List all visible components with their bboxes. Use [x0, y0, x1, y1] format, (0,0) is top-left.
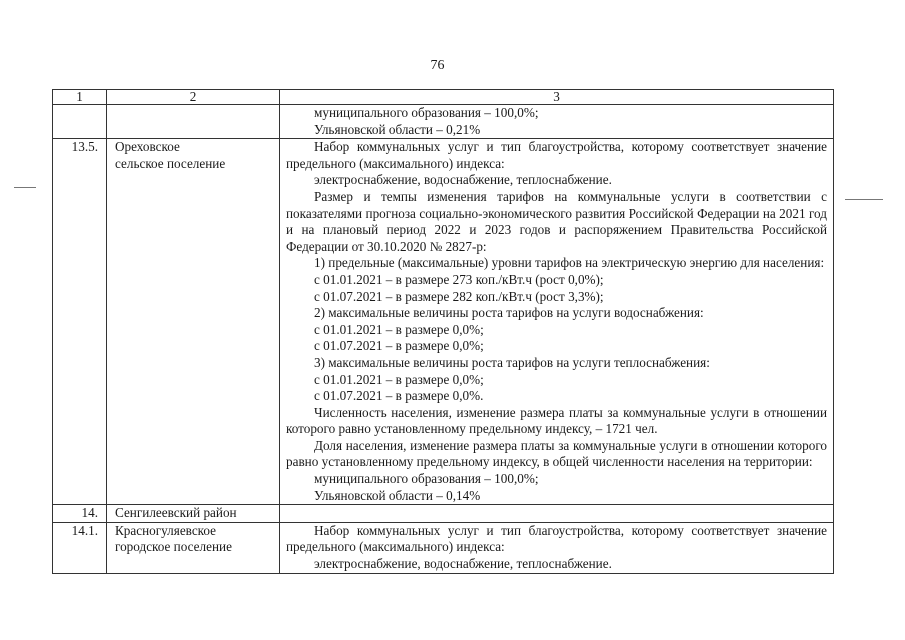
description-paragraph: с 01.01.2021 – в размере 273 коп./кВт.ч (рост 0,0%);: [314, 271, 604, 287]
table-row: [53, 105, 834, 139]
tariff-description: [280, 105, 834, 139]
table-row: [53, 505, 834, 523]
description-paragraph: электроснабжение, водоснабжение, теплоснабжение.: [314, 556, 612, 572]
row-number: 13.5.: [53, 139, 107, 505]
municipality-name-line: Ореховское: [115, 139, 180, 155]
description-paragraph: с 01.07.2021 – в размере 282 коп./кВт.ч (рост 3,3%);: [314, 288, 604, 304]
tariff-table: [52, 89, 834, 574]
tariff-description: [280, 522, 834, 573]
header-col-2: 2: [107, 90, 280, 105]
municipality-name: [107, 505, 280, 523]
description-paragraph: Ульяновской области – 0,14%: [314, 487, 481, 503]
table-body: [53, 105, 834, 574]
row-number: 14.: [53, 505, 107, 523]
description-paragraph: с 01.07.2021 – в размере 0,0%;: [314, 338, 484, 354]
scan-artifact-right: [845, 199, 883, 200]
page-number: 76: [430, 58, 445, 73]
header-col-1: 1: [53, 90, 107, 105]
table-header-row: [53, 90, 834, 105]
description-paragraph: 1) предельные (максимальные) уровни тарифов на электрическую энергию для населения:: [314, 255, 825, 271]
municipality-name: [107, 105, 280, 139]
table-row: [53, 139, 834, 505]
description-paragraph: 2) максимальные величины роста тарифов на услуги водоснабжения:: [314, 305, 704, 321]
description-paragraph: муниципального образования – 100,0%;: [314, 471, 539, 487]
tariff-description: [280, 139, 834, 505]
description-paragraph: с 01.07.2021 – в размере 0,0%.: [314, 388, 484, 404]
municipality-name: [107, 139, 280, 505]
row-number: 14.1.: [53, 522, 107, 573]
table-row: [53, 522, 834, 573]
municipality-name-line: Сенгилеевский район: [115, 505, 237, 521]
municipality-name-line: Красногуляевское: [115, 522, 217, 538]
municipality-name-line: сельское поселение: [115, 155, 226, 171]
description-paragraph: с 01.01.2021 – в размере 0,0%;: [314, 371, 484, 387]
description-paragraph: Набор коммунальных услуг и тип благоустройства, которому соответствует значение предельного (максимального) индекса:: [286, 522, 827, 555]
description-paragraph: с 01.01.2021 – в размере 0,0%;: [314, 321, 484, 337]
description-paragraph: Набор коммунальных услуг и тип благоустройства, которому соответствует значение предельного (максимального) индекса:: [286, 139, 827, 171]
tariff-description: [280, 505, 834, 523]
municipality-name-line: городское поселение: [115, 539, 232, 555]
header-col-3: 3: [280, 90, 834, 105]
description-paragraph: Ульяновской области – 0,21%: [314, 121, 481, 137]
row-number: [53, 105, 107, 139]
description-paragraph: Размер и темпы изменения тарифов на коммунальные услуги в соответствии с показателями прогноза социально-экономического развития Российской Федерации на 2021 год и на плановый период 2022 и 2023 годов и распоряжением Правительства Российской Федерации от 30.10.2020 № 2827-р:: [286, 188, 827, 254]
description-paragraph: электроснабжение, водоснабжение, теплоснабжение.: [314, 172, 612, 188]
municipality-name: [107, 522, 280, 573]
scan-artifact-left: [14, 187, 36, 188]
description-paragraph: Численность населения, изменение размера платы за коммунальные услуги в отношении которого равно установленному предельному индексу, – 1721 чел.: [286, 404, 827, 437]
description-paragraph: 3) максимальные величины роста тарифов на услуги теплоснабжения:: [314, 354, 710, 370]
description-paragraph: муниципального образования – 100,0%;: [314, 105, 539, 120]
description-paragraph: Доля населения, изменение размера платы за коммунальные услуги в отношении которого равно установленному предельному индексу, в общей численности населения на территории:: [286, 437, 827, 470]
